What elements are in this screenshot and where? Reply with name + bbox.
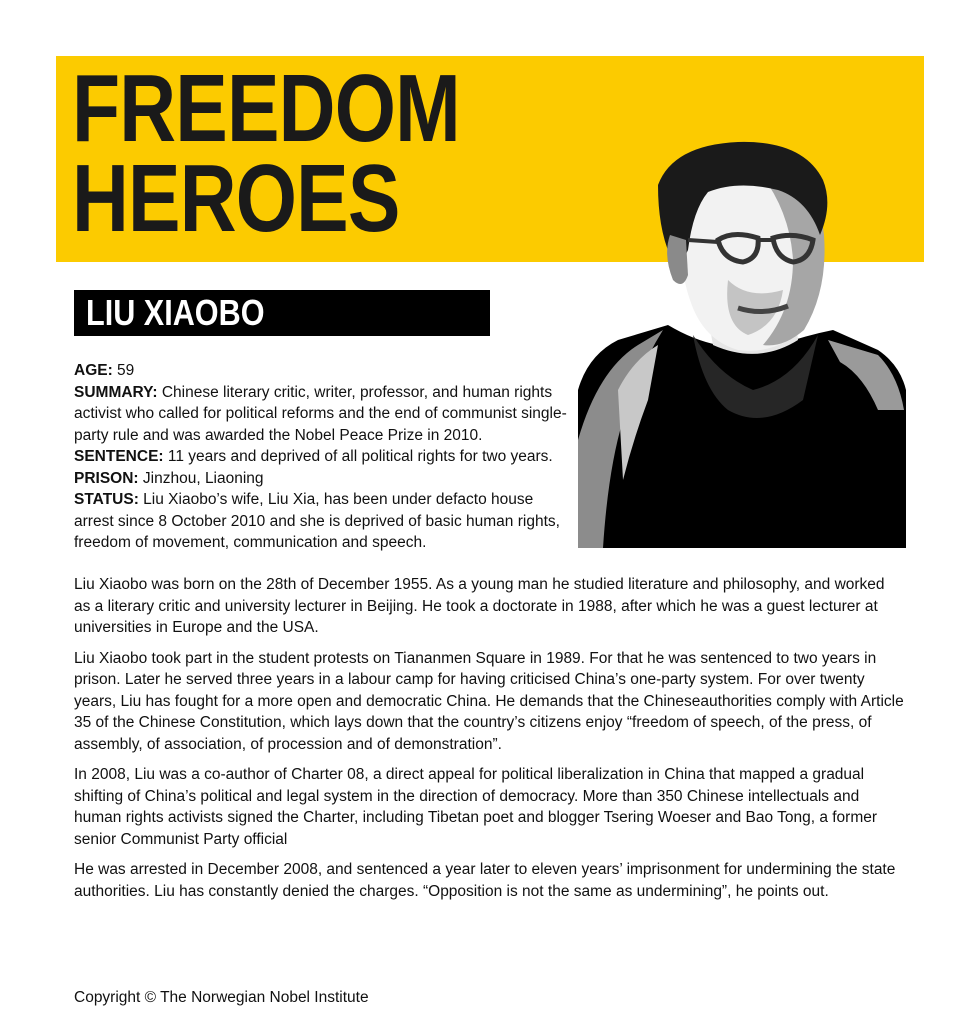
name-banner: [74, 290, 490, 336]
fact-sentence: [74, 446, 574, 468]
fact-status: [74, 489, 574, 554]
title-line-2: HEROES: [72, 145, 400, 252]
fact-label: PRISON:: [74, 469, 139, 487]
fact-label: SUMMARY:: [74, 383, 158, 401]
hero-name: LIU XIAOBO: [86, 292, 265, 333]
fact-value: 11 years and deprived of all political rights for two years.: [163, 448, 553, 465]
title-line-1: FREEDOM: [72, 55, 460, 162]
fact-sheet: [74, 360, 574, 554]
page-title: [72, 55, 460, 252]
fact-value: 59: [112, 362, 135, 379]
fact-label: STATUS:: [74, 491, 139, 508]
bio-paragraph: Liu Xiaobo was born on the 28th of December 1955. As a young man he studied literature and philosophy, and worked as a literary critic and university lecturer in Beijing. He took a doctorate in 1988, after which he was a guest lecturer at universities in Europe and the USA.: [74, 576, 885, 636]
portrait-ear: [667, 235, 688, 284]
copyright-notice: Copyright © The Norwegian Nobel Institute: [74, 989, 369, 1006]
biography: [74, 574, 904, 911]
fact-age: [74, 360, 574, 382]
fact-summary: [74, 382, 574, 447]
portrait-illustration: [578, 140, 906, 548]
fact-value: Jinzhou, Liaoning: [138, 469, 264, 487]
fact-label: AGE:: [74, 362, 113, 379]
bio-paragraph: He was arrested in December 2008, and sentenced a year later to eleven years’ imprisonment for undermining the state authorities. Liu has constantly denied the charges. “Opposition is not the same as undermining”, he points out.: [74, 861, 896, 900]
fact-prison: [74, 468, 574, 490]
fact-label: SENTENCE:: [74, 448, 164, 465]
bio-paragraph: In 2008, Liu was a co-author of Charter 08, a direct appeal for political liberalization in China that mapped a gradual shifting of China’s political and legal system in the direction of democracy. More than 350 Chinese intellectuals and human rights activists signed the Charter, including Tibetan poet and blogger Tsering Woeser and Bao Tong, a former senior Communist Party official: [74, 766, 878, 848]
bio-paragraph: Liu Xiaobo took part in the student protests on Tiananmen Square in 1989. For that he was sentenced to two years in prison. Later he served three years in a labour camp for having criticised China’s one-party system. For over twenty years, Liu has fought for a more open and democratic China. He demands that the Chineseauthorities comply with Article 35 of the Chinese Constitution, which lays down that the country’s citizens enjoy “freedom of speech, of the press, of assembly, of association, of procession and of demonstration”.: [74, 649, 904, 753]
fact-value: Liu Xiaobo’s wife, Liu Xia, has been under defacto house arrest since 8 October 2010 and she is deprived of basic human rights, freedom of movement, communication and speech.: [74, 491, 560, 551]
fact-value: Chinese literary critic, writer, professor, and human rights activist who called for political reforms and the end of communist single-party rule and was awarded the Nobel Peace Prize in 2010.: [74, 383, 567, 444]
